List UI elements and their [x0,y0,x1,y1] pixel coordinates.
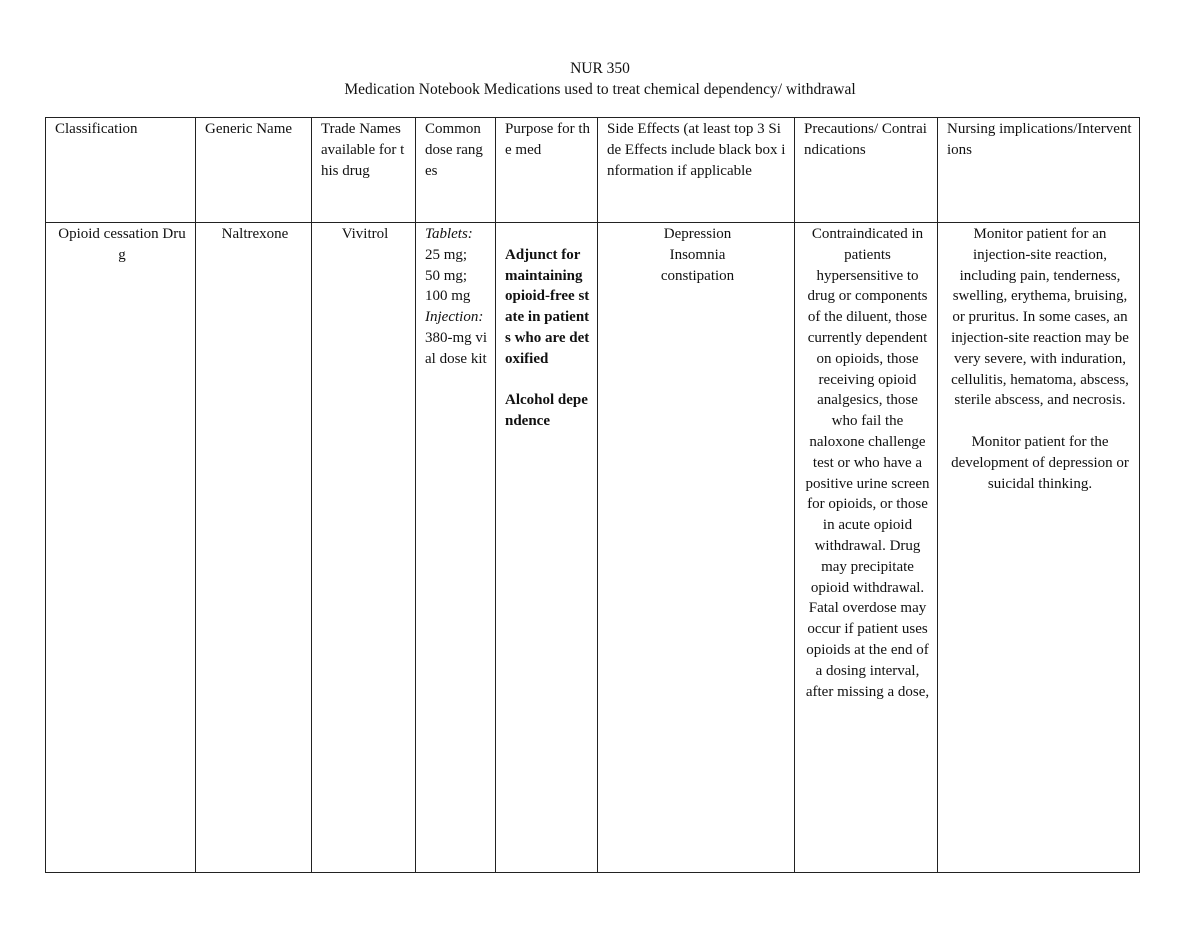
header-side-effects: Side Effects (at least top 3 Side Effects include black box information if applicable [598,118,795,223]
header-dose-ranges: Common dose ranges [416,118,496,223]
course-title: NUR 350 [570,60,630,77]
document-title-block [0,58,1200,100]
header-classification: Classification [46,118,196,223]
dose-injection-label: Injection: [425,309,484,326]
header-trade-names: Trade Names available for this drug [312,118,416,223]
dose-tablet-value: 100 mg [425,288,471,305]
table-header-row [46,118,1140,223]
dose-injection-value: 380-mg vial dose kit [425,329,488,367]
dose-tablet-value: 25 mg; [425,246,468,263]
document-subtitle: Medication Notebook Medications used to treat chemical dependency/ withdrawal [344,81,856,98]
cell-precautions: Contraindicated in patients hypersensitive to drug or components of the diluent, those currently dependent on opioids, those receiving opioid analgesics, those who fail the naloxone challenge test or who have a positive urine screen for opioids, or those in acute opioid withdrawal. Drug may precipitate opioid withdrawal. Fatal overdose may occur if patient uses opioids at the end of a dosing interval, after missing a dose, [795,223,938,873]
header-purpose: Purpose for the med [496,118,598,223]
nursing-item: Monitor patient for an injection-site reaction, including pain, tenderness, swelling, erythema, bruising, or pruritus. In some cases, an injection-site reaction may be very severe, with induration, cellulitis, hematoma, abscess, sterile abscess, and necrosis. [951,226,1129,409]
cell-side-effects [598,223,795,873]
cell-dose-ranges [416,223,496,873]
cell-nursing [938,223,1140,873]
side-effect-item: Depression [663,226,732,242]
header-generic-name: Generic Name [196,118,312,223]
header-nursing: Nursing implications/Interventions [938,118,1140,223]
dose-tablets-label: Tablets: [425,226,473,242]
cell-trade-name: Vivitrol [312,223,416,873]
table-row [46,223,1140,873]
dose-tablet-value: 50 mg; [425,267,468,284]
cell-generic-name: Naltrexone [196,223,312,873]
cell-classification: Opioid cessation Drug [46,223,196,873]
cell-purpose [496,223,598,873]
side-effect-item: constipation [660,267,735,284]
medication-table [45,117,1140,873]
purpose-item: Adjunct for maintaining opioid-free state in patients who are detoxified [505,246,590,367]
side-effect-item: Insomnia [669,246,726,263]
purpose-item: Alcohol dependence [505,392,588,430]
nursing-item: Monitor patient for the development of depression or suicidal thinking. [951,433,1129,492]
header-precautions: Precautions/ Contraindications [795,118,938,223]
